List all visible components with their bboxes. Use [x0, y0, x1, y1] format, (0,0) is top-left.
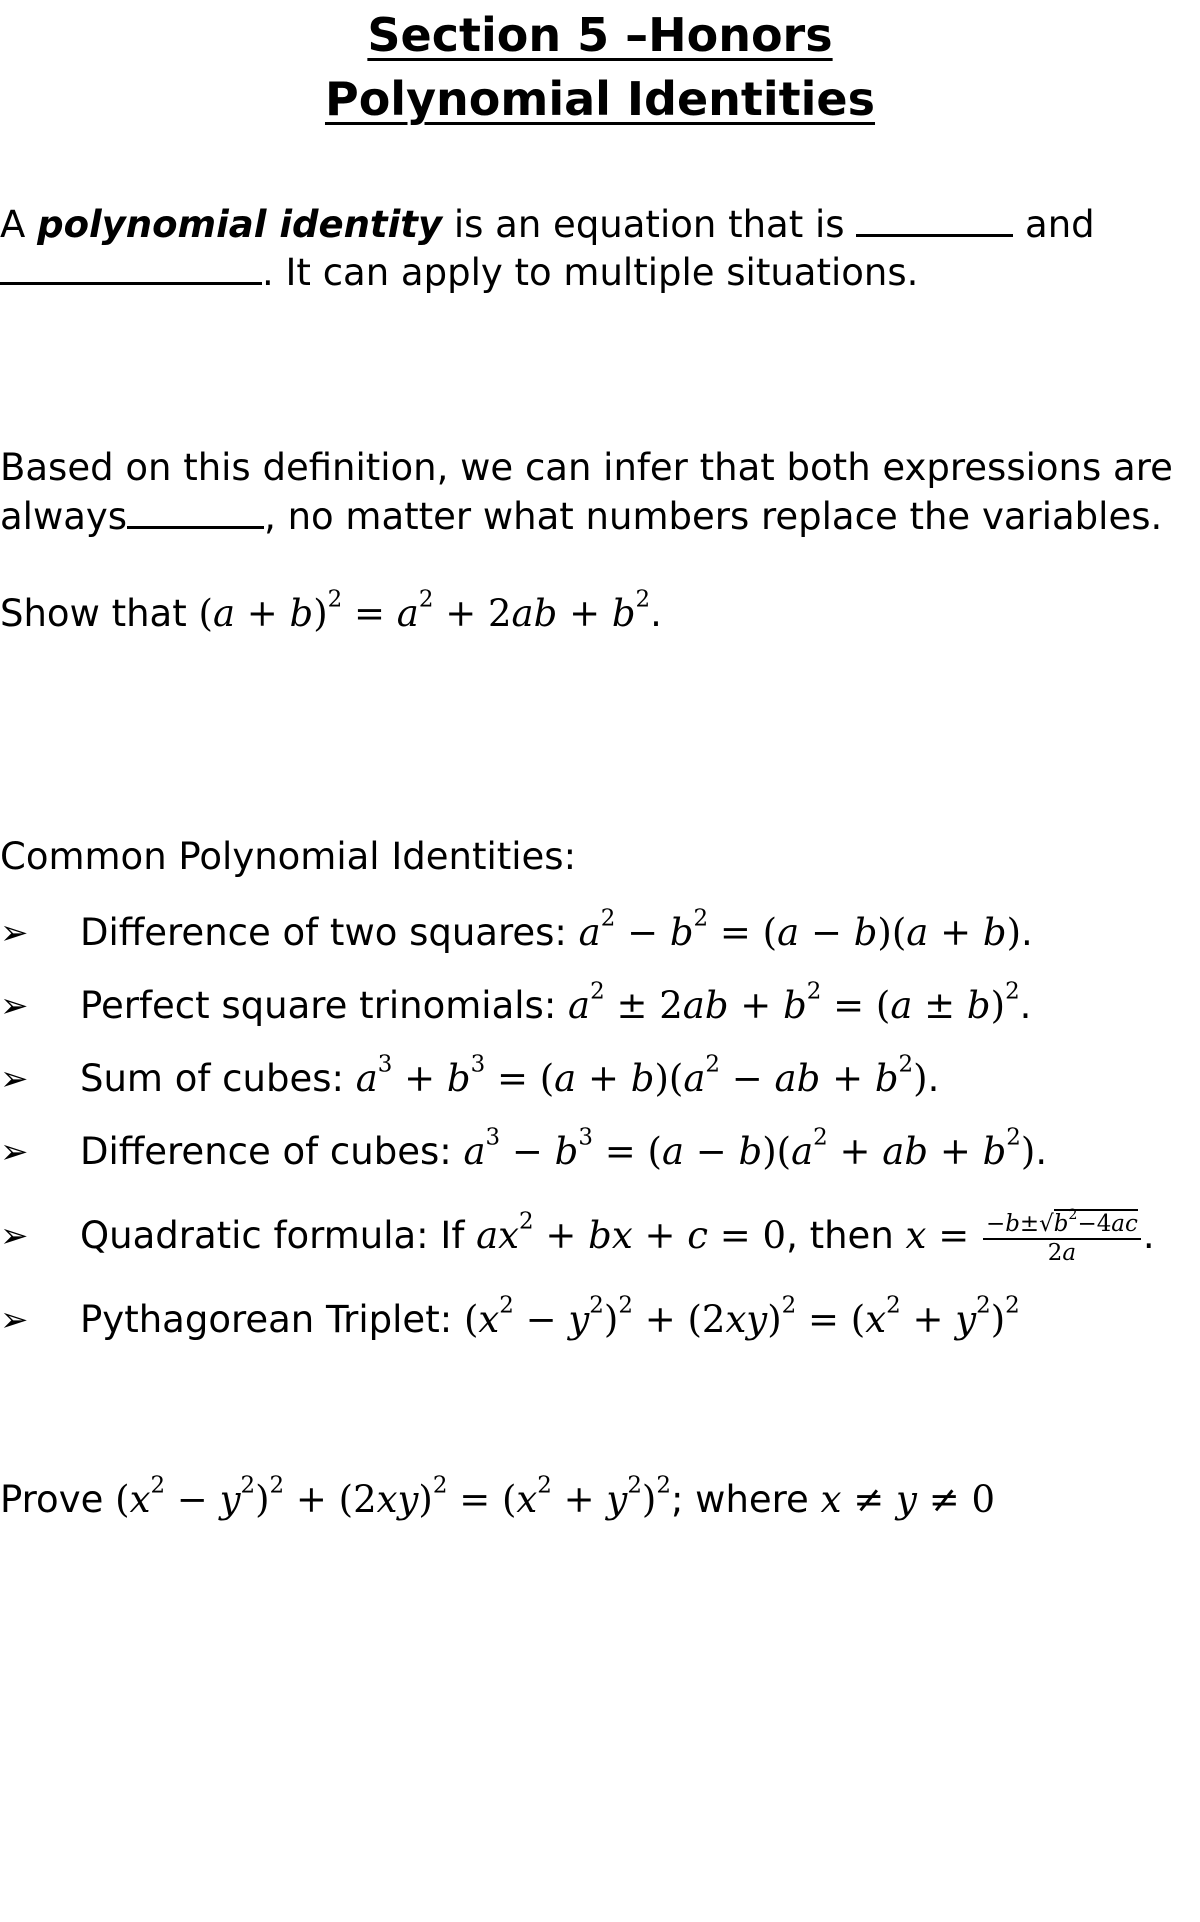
inference-blank[interactable] [127, 492, 264, 529]
page-title-line2: Polynomial Identities [324, 72, 876, 126]
identity-item-perfect-square: ➢ Perfect square trinomials: $a^2 \pm 2ab + b^2 = (a \pm b)^2$. [0, 976, 1200, 1036]
definition-line2: . It can apply to multiple situations. [0, 248, 1200, 297]
definition-term: polynomial identity [37, 203, 443, 246]
identity-item-sum-of-cubes: ➢ Sum of cubes: $a^3 + b^3 = (a + b)(a^2$ − ab + $b^2$). [0, 1049, 1200, 1109]
arrowhead-bullet-icon: ➢ [0, 986, 29, 1026]
identity-item-quadratic-formula: ➢ Quadratic formula: If $ax^2$ + bx + c = 0, then x = $\frac{-b\pm√b^2-4ac}{2a}$ . [0, 1207, 1155, 1266]
page-title-line1: Section 5 –Honors [367, 8, 833, 62]
inference-line2: always , no matter what numbers replace the variables. [0, 492, 1200, 541]
arrowhead-bullet-icon: ➢ [0, 1059, 29, 1099]
arrowhead-bullet-icon: ➢ [0, 1216, 29, 1256]
identity-item-difference-of-cubes: ➢ Difference of cubes: $a^3 - b^3 = (a - b)(a^2$ + ab + $b^2$). [0, 1122, 1200, 1182]
definition-blank-1[interactable] [856, 200, 1013, 237]
identity-item-pythagorean-triplet: ➢ Pythagorean Triplet: $(x^2 - y^2)^2 + (2xy)^2 = (x^2 + y^2)^2$ [0, 1290, 1200, 1350]
show-that-statement: Show that $(a + b)^2 = a^2 + 2ab + b^2$. [0, 586, 662, 635]
arrowhead-bullet-icon: ➢ [0, 1132, 29, 1172]
prove-statement: Prove $(x^2 - y^2)^2 + (2xy)^2 = (x^2 + y^2)^2$; where x ≠ y ≠ 0 [0, 1472, 995, 1521]
definition-blank-2[interactable] [0, 248, 262, 285]
identities-heading: Common Polynomial Identities: [0, 835, 577, 878]
show-that-equation: $(a + b)^2 = a^2 + 2ab + b^2$ [198, 586, 651, 635]
arrowhead-bullet-icon: ➢ [0, 1300, 29, 1340]
identity-item-difference-of-squares: ➢ Difference of two squares: $a^2 - b^2 = (a - b)(a + b)$. [0, 903, 1200, 963]
arrowhead-bullet-icon: ➢ [0, 913, 29, 953]
quadratic-fraction: $\frac{-b\pm√b^2-4ac}{2a}$ [983, 1211, 1141, 1266]
definition-line1: A polynomial identity is an equation that is and [0, 200, 1200, 249]
inference-line1: Based on this definition, we can infer that both expressions are [0, 446, 1173, 489]
